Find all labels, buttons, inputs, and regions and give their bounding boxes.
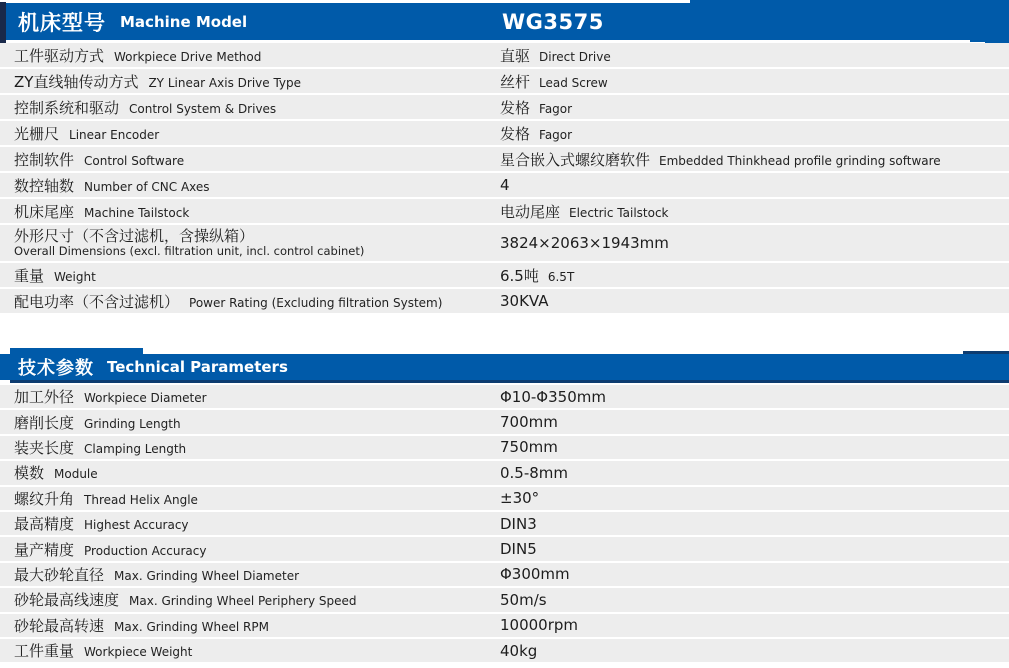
spec-label-chinese: 控制系统和驱动 — [14, 98, 120, 117]
spec-label-cell — [0, 291, 500, 312]
spec-value-english: Direct Drive — [539, 49, 611, 64]
spec-label-cell — [0, 265, 500, 286]
header-left-navy-accent — [0, 2, 6, 43]
spec-table-row — [0, 95, 1009, 119]
spec-label-english: Max. Grinding Wheel Periphery Speed — [129, 594, 357, 609]
spec-value-cell — [500, 515, 1009, 533]
spec-label-english: Workpiece Weight — [84, 645, 193, 660]
spec-table-row — [0, 385, 1009, 408]
machine-model-header — [0, 0, 1009, 43]
spec-label-english: Production Accuracy — [84, 543, 207, 558]
spec-label-chinese: 控制软件 — [14, 150, 75, 169]
spec-value-cell — [500, 642, 1009, 660]
spec-label-chinese: 装夹长度 — [14, 438, 75, 457]
machine-model-title-chinese: 机床型号 — [18, 10, 106, 35]
spec-label-english: Machine Tailstock — [84, 205, 190, 220]
spec-table-row — [0, 487, 1009, 510]
spec-value-cell — [500, 438, 1009, 456]
spec-label-english: Number of CNC Axes — [84, 179, 210, 194]
spec-label-cell — [0, 564, 500, 585]
spec-label-cell — [0, 437, 500, 458]
spec-table-row — [0, 563, 1009, 586]
spec-value-english: Electric Tailstock — [569, 205, 669, 220]
spec-label-english: Power Rating (Excluding filtration System) — [189, 295, 443, 310]
spec-value: 丝杆 — [500, 72, 531, 91]
spec-value-cell — [500, 176, 1009, 194]
spec-table-row — [0, 537, 1009, 560]
spec-label-english: Workpiece Drive Method — [114, 49, 262, 64]
spec-label-chinese: 工件重量 — [14, 642, 75, 661]
spec-value: 电动尾座 — [500, 202, 561, 221]
spec-value-cell — [500, 388, 1009, 406]
spec-table-row — [0, 512, 1009, 535]
spec-value: 50m/s — [500, 590, 547, 609]
spec-label-chinese: ZY直线轴传动方式 — [14, 72, 139, 91]
spec-label-chinese: 最大砂轮直径 — [14, 565, 105, 584]
spec-value: Φ10-Φ350mm — [500, 387, 606, 406]
spec-label-english: Thread Helix Angle — [84, 492, 198, 507]
spec-value: DIN5 — [500, 540, 537, 559]
spec-label-chinese: 模数 — [14, 464, 45, 483]
spec-value-cell — [500, 413, 1009, 431]
spec-value-english: Fagor — [539, 127, 573, 142]
spec-label-cell — [0, 462, 500, 483]
technical-parameters-title-chinese: 技术参数 — [18, 358, 94, 379]
spec-value-cell — [500, 201, 1009, 222]
spec-label-chinese: 机床尾座 — [14, 202, 75, 221]
spec-value-cell — [500, 97, 1009, 118]
spec-value-cell — [500, 234, 1009, 252]
spec-label-english: Linear Encoder — [69, 127, 160, 142]
spec-label-english: Control Software — [84, 153, 185, 168]
spec-value: 10000rpm — [500, 616, 579, 635]
spec-table-row — [0, 43, 1009, 67]
spec-value: 直驱 — [500, 46, 531, 65]
spec-value-cell — [500, 265, 1009, 286]
spec-label-cell — [0, 488, 500, 509]
spec-table-row — [0, 147, 1009, 171]
spec-label-cell — [0, 175, 500, 196]
spec-value-cell — [500, 71, 1009, 92]
spec-label-english: Max. Grinding Wheel RPM — [114, 619, 269, 634]
spec-value-cell — [500, 123, 1009, 144]
spec-table-row — [0, 436, 1009, 459]
spec-table-row — [0, 173, 1009, 197]
spec-table-row — [0, 588, 1009, 611]
spec-value-english: 6.5T — [547, 269, 575, 284]
spec-label-cell — [0, 589, 500, 610]
spec-label-cell — [0, 71, 500, 92]
spec-label-english: Max. Grinding Wheel Diameter — [114, 568, 300, 583]
spec-value-cell — [500, 292, 1009, 310]
spec-value-cell — [500, 489, 1009, 507]
spec-label-chinese: 最高精度 — [14, 515, 75, 534]
spec-table-row — [0, 263, 1009, 287]
spec-value: 发格 — [500, 124, 531, 143]
spec-value-cell — [500, 565, 1009, 583]
spec-value: Φ300mm — [500, 565, 570, 584]
spec-value-cell — [500, 464, 1009, 482]
technical-parameters-header — [0, 348, 1009, 383]
spec-label-chinese: 重量 — [14, 266, 45, 285]
machine-model-table — [0, 43, 1009, 313]
spec-table-row — [0, 639, 1009, 662]
spec-label-chinese: 螺纹升角 — [14, 489, 75, 508]
spec-label-cell — [0, 513, 500, 534]
spec-label-chinese: 数控轴数 — [14, 176, 75, 195]
technical-parameters-title-english: Technical Parameters — [107, 358, 288, 376]
spec-value-english: Embedded Thinkhead profile grinding software — [659, 153, 941, 168]
technical-parameters-table — [0, 385, 1009, 662]
spec-table-row — [0, 199, 1009, 223]
spec-label-cell — [0, 386, 500, 407]
spec-value-cell — [500, 616, 1009, 634]
spec-value: 700mm — [500, 413, 558, 432]
spec-label-cell — [0, 539, 500, 560]
spec-value-cell — [500, 540, 1009, 558]
header-bottom-shadow-strip — [10, 380, 1009, 383]
spec-label-cell — [0, 123, 500, 144]
spec-value: DIN3 — [500, 514, 537, 533]
spec-table-row — [0, 289, 1009, 313]
spec-table-row — [0, 410, 1009, 433]
spec-label-chinese: 加工外径 — [14, 388, 75, 407]
spec-label-cell — [0, 149, 500, 170]
spec-table-row — [0, 614, 1009, 637]
technical-parameters-title — [18, 354, 288, 380]
spec-label-english: Control System & Drives — [129, 101, 277, 116]
spec-label-cell — [0, 201, 500, 222]
spec-label-chinese: 砂轮最高转速 — [14, 616, 105, 635]
spec-value: ±30° — [500, 489, 540, 508]
spec-value: 6.5吨 — [500, 266, 539, 285]
spec-label-chinese: 磨削长度 — [14, 413, 75, 432]
spec-value: 40kg — [500, 641, 538, 660]
spec-label-chinese: 砂轮最高线速度 — [14, 591, 120, 610]
spec-value: 0.5-8mm — [500, 463, 569, 482]
spec-label-english: ZY Linear Axis Drive Type — [148, 75, 302, 90]
machine-model-number: WG3575 — [502, 9, 604, 34]
spec-table-row — [0, 461, 1009, 484]
spec-label-chinese: 光栅尺 — [14, 124, 60, 143]
spec-label-chinese: 工件驱动方式 — [14, 46, 105, 65]
spec-value: 星合嵌入式螺纹磨软件 — [500, 150, 651, 169]
spec-label-cell — [0, 97, 500, 118]
spec-label-cell — [0, 615, 500, 636]
spec-label-english: Highest Accuracy — [84, 518, 189, 533]
spec-label-english: Workpiece Diameter — [84, 391, 207, 406]
spec-label-cell — [0, 45, 500, 66]
spec-table-row — [0, 69, 1009, 93]
header-right-cap — [985, 0, 1009, 43]
spec-label-chinese: 量产精度 — [14, 540, 75, 559]
machine-model-title — [18, 3, 247, 40]
spec-label-english: Clamping Length — [84, 441, 187, 456]
spec-value-cell — [500, 45, 1009, 66]
spec-value: 3824×2063×1943mm — [500, 234, 669, 252]
spec-table-row — [0, 121, 1009, 145]
spec-value: 30KVA — [500, 292, 549, 310]
spec-value-cell — [500, 591, 1009, 609]
spec-label-cell — [0, 412, 500, 433]
spec-value-english: Fagor — [539, 101, 573, 116]
spec-value: 发格 — [500, 98, 531, 117]
spec-label-chinese: 外形尺寸（不含过滤机，含操纵箱） — [14, 228, 255, 245]
spec-label-chinese: 配电功率（不含过滤机） — [14, 292, 180, 311]
machine-model-title-english: Machine Model — [120, 12, 248, 31]
spec-value-english: Lead Screw — [539, 75, 608, 90]
spec-table-row — [0, 225, 1009, 261]
spec-value-cell — [500, 149, 1009, 170]
spec-value: 4 — [500, 176, 510, 194]
spec-label-english: Overall Dimensions (excl. filtration unit, incl. control cabinet) — [14, 244, 365, 258]
spec-label-cell — [0, 640, 500, 661]
spec-label-english: Weight — [54, 269, 96, 284]
spec-label-english: Grinding Length — [84, 416, 181, 431]
spec-label-english: Module — [54, 467, 98, 482]
spec-label-cell — [0, 228, 500, 258]
spec-value: 750mm — [500, 438, 558, 457]
